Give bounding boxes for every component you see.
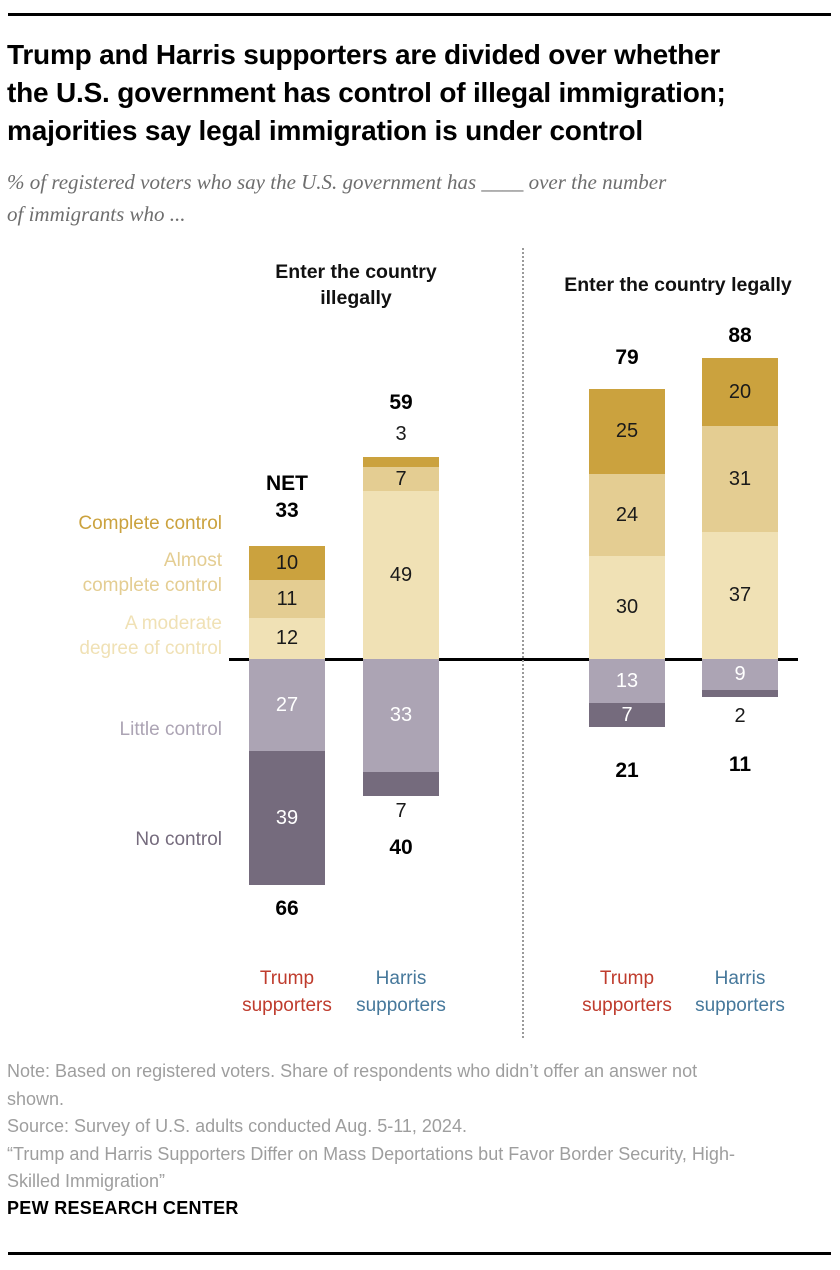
- bar-segment-no-control: [702, 690, 778, 697]
- note-line: Note: Based on registered voters. Share of respondents who didn’t offer an answer not: [7, 1061, 698, 1081]
- bar-segment-no-control: [363, 772, 439, 796]
- brand-label: PEW RESEARCH CENTER: [7, 1198, 239, 1218]
- segment-value: 12: [275, 626, 299, 649]
- segment-value: 27: [275, 693, 299, 716]
- axis-label-line: Trump: [259, 968, 315, 989]
- panel-title: [508, 272, 840, 298]
- axis-label-line: Harris: [714, 968, 766, 989]
- chart-title: [7, 36, 835, 150]
- net-above-label: 88: [728, 324, 752, 347]
- subtitle-line: % of registered voters who say the U.S. government has ____ over the number: [7, 170, 667, 194]
- note-line: “Trump and Harris Supporters Differ on Mass Deportations but Favor Border Security, High-: [7, 1143, 735, 1164]
- segment-value: 39: [275, 806, 299, 829]
- axis-label-line: Harris: [375, 968, 427, 989]
- net-below-label: 11: [728, 753, 752, 776]
- net-above-label: NET: [266, 472, 308, 495]
- chart-subtitle: [7, 166, 837, 230]
- title-line: the U.S. government has control of illegal immigration;: [7, 77, 726, 108]
- subtitle-line: of immigrants who ...: [7, 202, 186, 226]
- note-line: Skilled Immigration”: [7, 1171, 166, 1191]
- note-line: Source: Survey of U.S. adults conducted Aug. 5-11, 2024.: [7, 1116, 467, 1136]
- axis-label-line: supporters: [356, 995, 446, 1016]
- legend-label-line: degree of control: [79, 638, 222, 659]
- segment-value: 49: [389, 563, 413, 586]
- legend-label-line: Little control: [119, 718, 222, 740]
- legend-label-line: Almost: [163, 550, 222, 571]
- segment-value: 37: [728, 584, 752, 607]
- segment-value: 10: [275, 551, 299, 574]
- legend-label-line: Complete control: [78, 512, 222, 534]
- bar-segment-complete-control: [363, 457, 439, 467]
- panel-divider: [522, 248, 524, 1038]
- net-above-label: 79: [615, 346, 639, 369]
- segment-value: 13: [615, 669, 639, 692]
- segment-value-outside: 2: [734, 705, 746, 727]
- legend-label-line: No control: [135, 828, 222, 850]
- axis-label-line: Trump: [599, 968, 655, 989]
- segment-value: 30: [615, 596, 639, 619]
- segment-value: 20: [728, 380, 752, 403]
- legend-label-no-control: [0, 827, 222, 852]
- title-line: Trump and Harris supporters are divided over whether: [7, 39, 721, 70]
- segment-value-outside: 3: [395, 423, 407, 445]
- segment-value: 7: [621, 703, 633, 726]
- legend-label-complete-control: [0, 511, 222, 536]
- axis-label-line: supporters: [582, 995, 672, 1016]
- axis-label-line: supporters: [695, 995, 785, 1016]
- net-above-label: 59: [389, 391, 413, 414]
- axis-label-harris-supporters: [331, 965, 471, 1019]
- legend-label-a-moderate-degree-of-control: [0, 611, 222, 661]
- axis-label-harris-supporters: [670, 965, 810, 1019]
- panel-title-line: illegally: [320, 287, 392, 309]
- stacked-bar-chart: [0, 245, 840, 1045]
- net-above-label: 33: [275, 499, 299, 522]
- legend-label-almost-complete-control: [0, 548, 222, 598]
- title-line: majorities say legal immigration is under control: [7, 115, 643, 146]
- panel-title-line: Enter the country legally: [564, 274, 792, 296]
- segment-value-outside: 7: [395, 800, 407, 822]
- segment-value: 25: [615, 420, 639, 443]
- legend-label-line: A moderate: [124, 613, 222, 634]
- segment-value: 24: [615, 503, 639, 526]
- net-below-label: 66: [275, 897, 299, 920]
- panel-title-line: Enter the country: [275, 261, 437, 283]
- note-line: shown.: [7, 1088, 65, 1109]
- net-below-label: 21: [615, 759, 639, 782]
- panel-title: [186, 259, 526, 311]
- segment-value: 7: [395, 467, 407, 490]
- legend-label-little-control: [0, 717, 222, 742]
- segment-value: 11: [276, 587, 298, 610]
- legend-label-line: complete control: [82, 575, 222, 596]
- segment-value: 9: [734, 662, 746, 685]
- chart-notes: [7, 1058, 837, 1196]
- bottom-rule: [8, 1252, 831, 1255]
- axis-label-line: supporters: [242, 995, 332, 1016]
- segment-value: 31: [728, 467, 752, 490]
- segment-value: 33: [389, 703, 413, 726]
- net-below-label: 40: [389, 836, 413, 859]
- top-rule: [8, 13, 831, 16]
